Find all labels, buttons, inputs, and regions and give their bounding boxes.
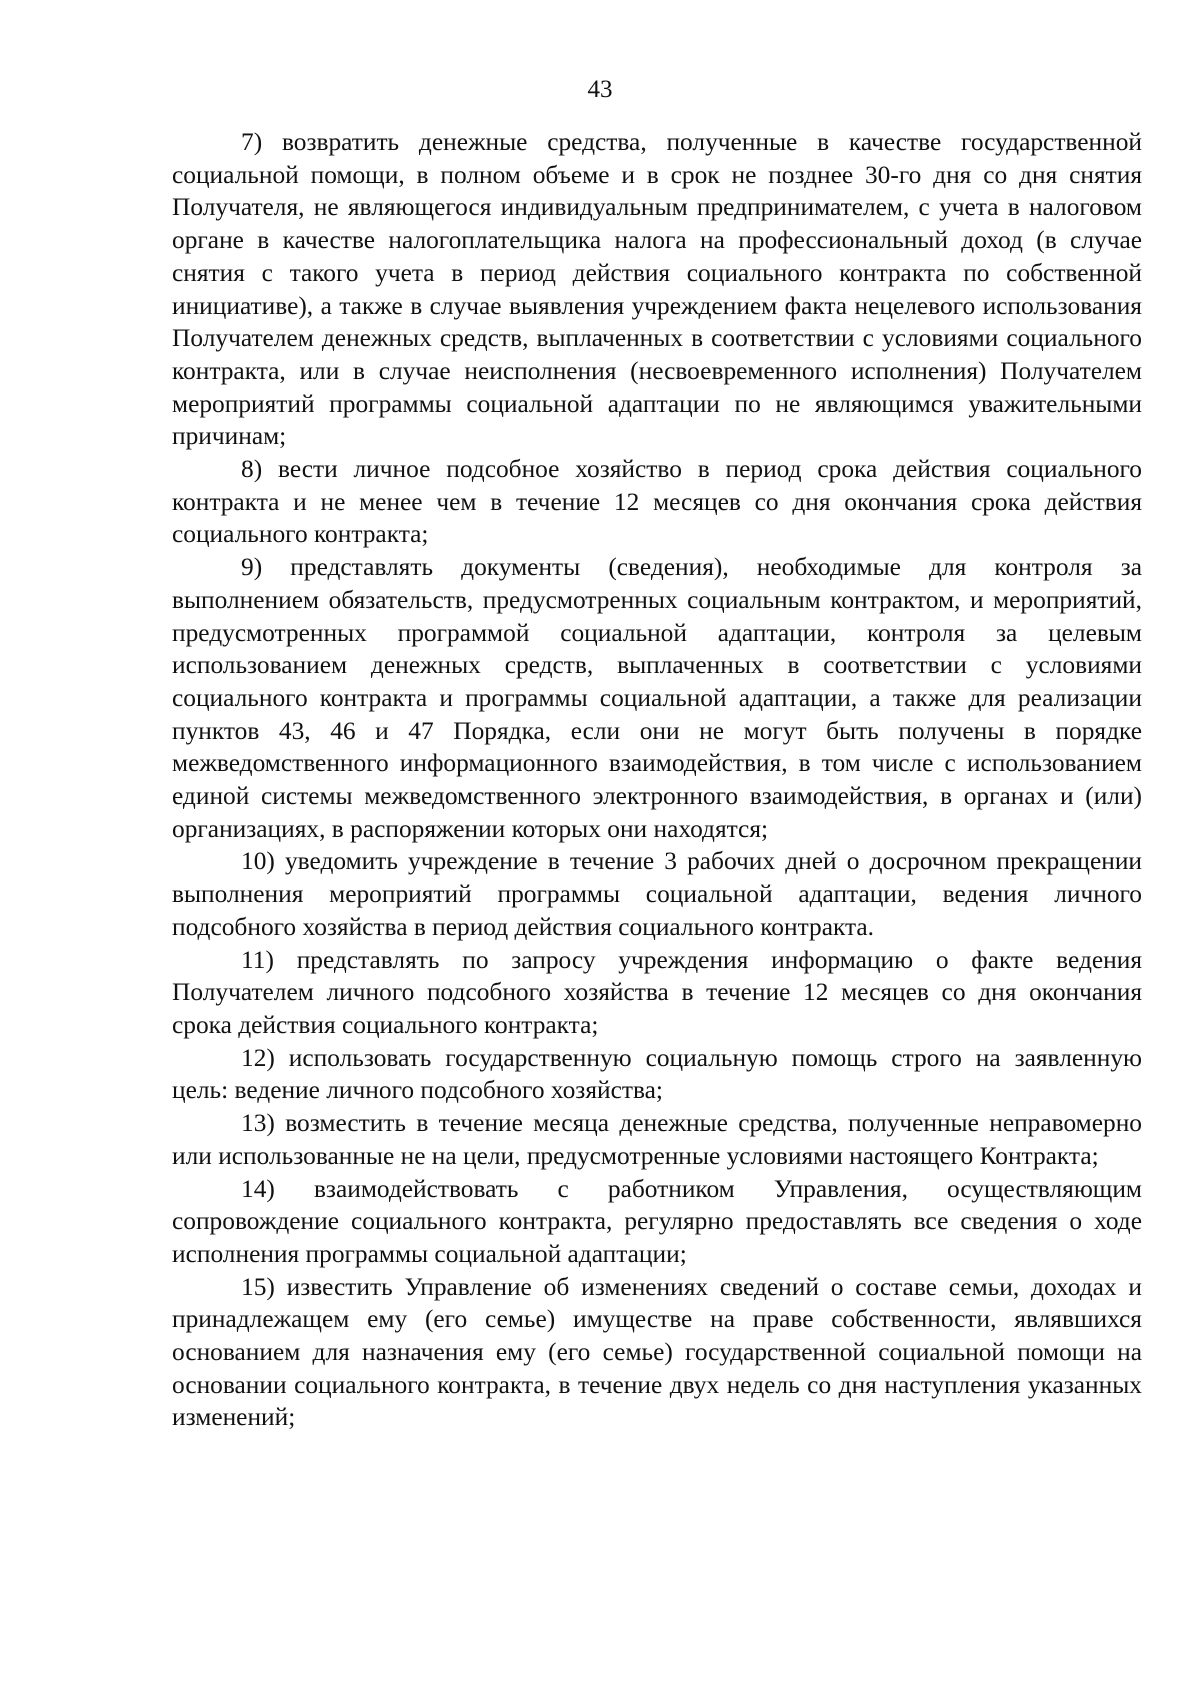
paragraph-item-13: 13) возместить в течение месяца денежные средства, полученные неправомерно или использованные не на цели, предусмотренные условиями настоящего Контракта; xyxy=(172,1109,1142,1170)
paragraph-item-12: 12) использовать государственную социальную помощь строго на заявленную цель: ведение личного подсобного хозяйства; xyxy=(172,1043,1142,1105)
paragraph-item-9: 9) представлять документы (сведения), необходимые для контроля за выполнением обязательств, предусмотренных социальным контрактом, и мероприятий, предусмотренных программой социальной адаптации, контроля за целевым использованием денежных средств, выплаченных в соответствии с условиями социального контракта и программы социальной адаптации, а также для реализации пунктов 43, 46 и 47 Порядка, если они не могут быть получены в порядке межведомственного информационного взаимодействия, в том числе с использованием единой системы межведомственного электронного взаимодействия, в органах и (или) организациях, в распоряжении которых они находятся; xyxy=(172,553,1142,843)
paragraph-item-11: 11) представлять по запросу учреждения информацию о факте ведения Получателем личного подсобного хозяйства в течение 12 месяцев со дня окончания срока действия социального контракта; xyxy=(172,945,1142,1039)
document-body xyxy=(172,126,1142,1434)
paragraph-item-7: 7) возвратить денежные средства, полученные в качестве государственной социальной помощи, в полном объеме и в срок не позднее 30-го дня со дня снятия Получателя, не являющегося индивидуальным предпринимателем, с учета в налоговом органе в качестве налогоплательщика налога на профессиональный доход (в случае снятия с такого учета в период действия социального контракта по собственной инициативе), а также в случае выявления учреждением факта нецелевого использования Получателем денежных средств, выплаченных в соответствии с условиями социального контракта, или в случае неисполнения (несвоевременного исполнения) Получателем мероприятий программы социальной адаптации по не являющимся уважительными причинам; xyxy=(172,128,1142,451)
paragraph-item-8: 8) вести личное подсобное хозяйство в период срока действия социального контракта и не менее чем в течение 12 месяцев со дня окончания срока действия социального контракта; xyxy=(172,455,1142,549)
paragraph-item-10: 10) уведомить учреждение в течение 3 рабочих дней о досрочном прекращении выполнения мероприятий программы социальной адаптации, ведения личного подсобного хозяйства в период действия социального контракта. xyxy=(172,847,1142,941)
paragraph-item-14: 14) взаимодействовать с работником Управления, осуществляющим сопровождение социального контракта, регулярно предоставлять все сведения о ходе исполнения программы социальной адаптации; xyxy=(172,1174,1142,1268)
page-number: 43 xyxy=(587,76,613,103)
paragraph-item-15: 15) известить Управление об изменениях сведений о составе семьи, доходах и принадлежащем ему (его семье) имуществе на праве собственности, являвшихся основанием для назначения ему (его семье) государственной социальной помощи на основании социального контракта, в течение двух недель со дня наступления указанных изменений; xyxy=(172,1272,1142,1432)
